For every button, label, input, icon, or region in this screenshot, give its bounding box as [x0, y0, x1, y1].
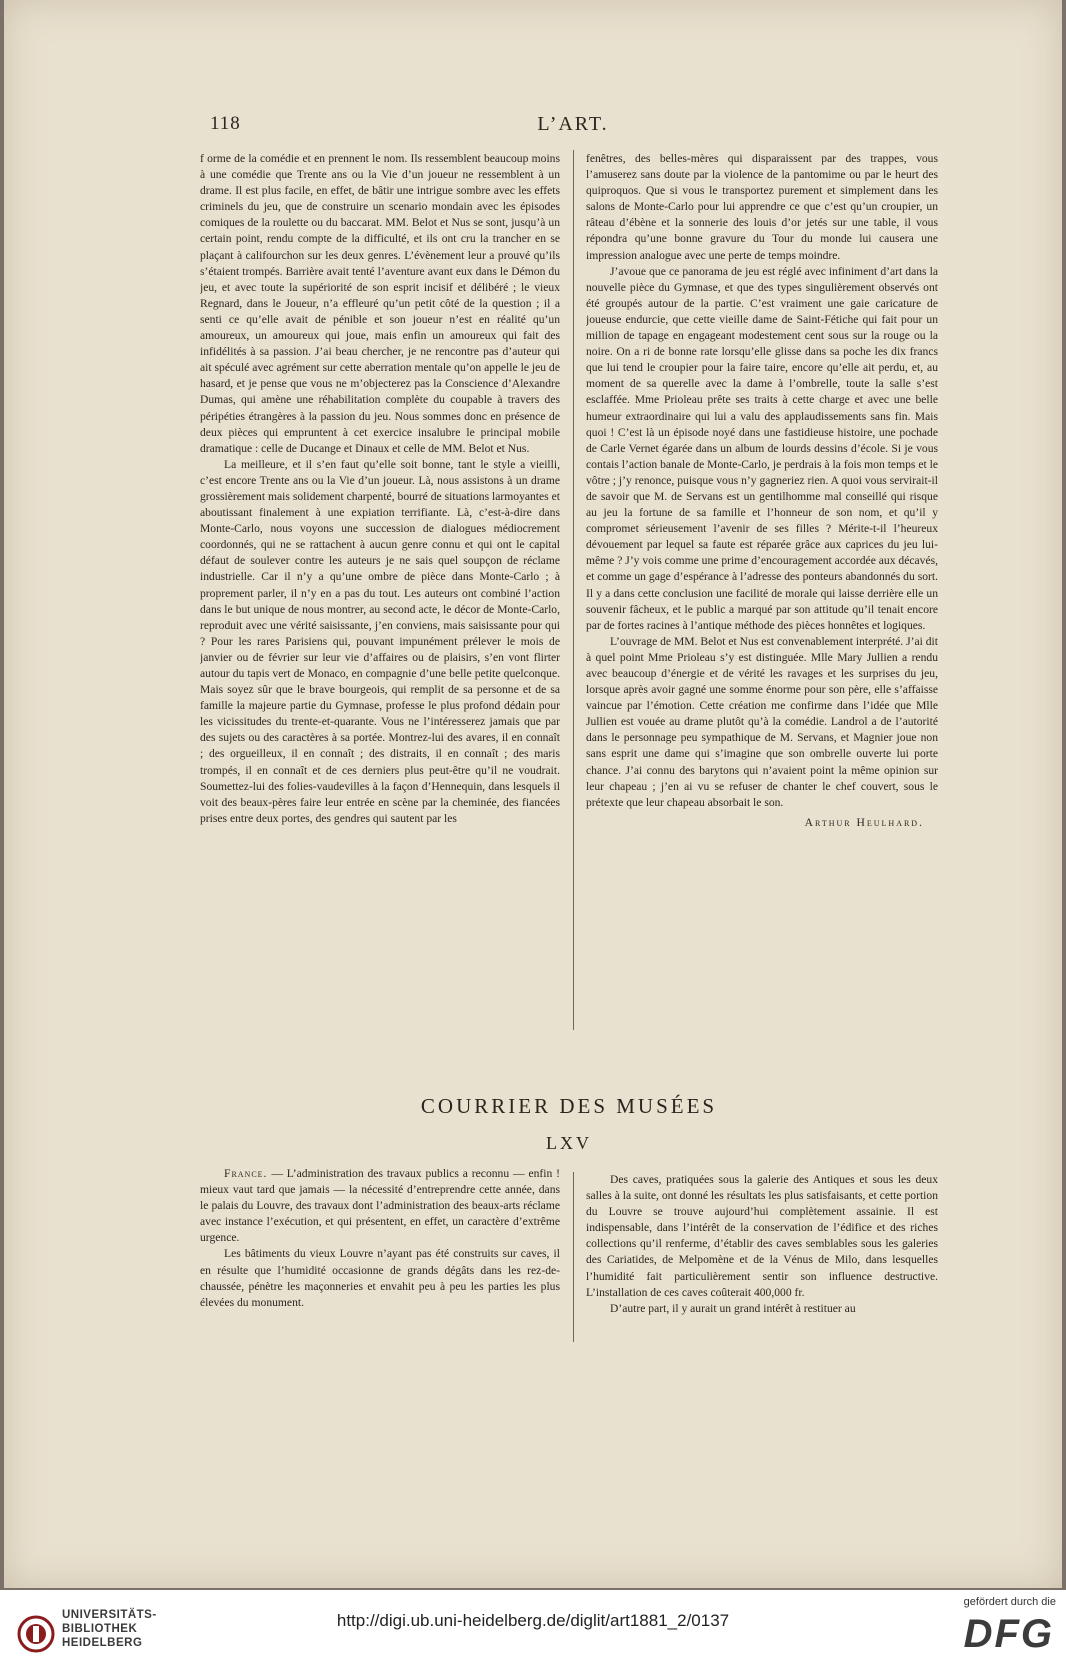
- courrier-column-right: [586, 1172, 938, 1362]
- library-line: BIBLIOTHEK: [62, 1623, 138, 1635]
- article-column-left: [200, 151, 560, 1031]
- paragraph: J’avoue que ce panorama de jeu est réglé avec infiniment d’art dans la nouvelle pièce du Gymnase, et que des types singulièrement observés ont été groupés autour de la partie. C’est vraiment une gaie caricature de joueuse endurcie, que cette vieille dame de Saint-Fétiche qui fait pour un million de tapage en engageant modestement cent sous sur la rouge ou la noire. On a ri de bonne rate lorsqu’elle glisse dans sa poche les dix francs que lui tend le croupier pour la faire taire, encore qu’elle ait perdu, et, au moment de sa querelle avec la dame à l’ombrelle, toute la salle s’est esclaffée. Mme Prioleau prête ses traits à cette charge et avec une belle humeur extraordinaire qui lui a valu des applaudissements sans fin. Mais quoi ! C’est là un épisode noyé dans une fastidieuse histoire, une pochade de Carle Vernet égarée dans un album de lourds dessins d’école. Si je vous contais l’action banale de Monte-Carlo, je perdrais à la fois mon temps et le vôtre ; j’y renonce, puisque vous n’y gagneriez rien. A quoi vous servirait-il de savoir que M. de Servans est un gentilhomme mal conseillé qui risque au jeu la fortune de sa famille et l’honneur de son nom, et qu’il y compromet sérieusement l’avenir de ses filles ? Mérite-t-il l’heureux dévouement par lequel sa faute est réparée grâce aux caprices du jeu lui-même ? J’y vois comme une prime d’encouragement accordée aux décavés, et comme un gage d’espérance à l’adresse des ponteurs abandonnés du sort. Il y a dans cette conclusion une facilité de morale qui laisse derrière elle un souvenir fâcheux, et le public a marqué par son attitude qu’il tenait encore par de fortes racines à l’antique méthode des pièces honnêtes et logiques.: [586, 264, 938, 632]
- permalink-url[interactable]: http://digi.ub.uni-heidelberg.de/diglit/art1881_2/0137: [336, 1611, 730, 1630]
- footer-bar: [0, 1590, 1066, 1667]
- page-header: [210, 113, 936, 137]
- paragraph: f orme de la comédie et en prennent le nom. Ils ressemblent beaucoup moins à une comédie que Trente ans ou la Vie d’un joueur ne ressemblent à un drame. Il est plus facile, en effet, de bâtir une intrigue sombre avec les effets criminels du jeu, que de construire un scenario mondain avec les épisodes comiques de la roulette ou du baccarat. MM. Belot et Nus se sont, jusqu’à un certain point, rendu compte de la difficulté, et ils ont cru la trancher en se plaçant à califourchon sur les deux genres. L’évènement leur a prouvé qu’ils s’étaient trompés. Barrière avait tenté l’aventure avant eux dans le Démon du jeu, et avec toute la supériorité de son esprit incisif et délibéré ; le vieux Regnard, dans le Joueur, n’a effleuré qu’un petit côté de la question ; il a senti ce qu’elle avait de pénible et son joueur n’est en réalité qu’un amoureux, un amoureux qui joue, mais enfin un amoureux qui fait des infidélités à sa passion. J’ai beau chercher, je ne rencontre pas d’auteur qui ait spéculé avec agrément sur cette aberration mentale qu’on appelle le jeu de hasard, et je pense que vous ne m’objecterez pas la Conscience d’Alexandre Dumas, qui amène une réhabilitation complète du coupable à travers des péripéties étrangères à la passion du jeu. Nous sommes donc en présence de deux pièces qui empruntent à cet exercice insalubre le principal mobile dramatique : celle de Ducange et Dinaux et celle de MM. Belot et Nus.: [200, 152, 560, 455]
- funded-by-label: gefördert durch die: [963, 1596, 1056, 1608]
- paragraph: [200, 1166, 560, 1246]
- article-column-right: [586, 151, 938, 1031]
- paragraph: fenêtres, des belles-mères qui disparaissent par des trappes, vous l’amuserez sans doute par la violence de la pantomime ou par le heurt des quiproquos. Que si vous le transportez purement et simplement dans les salons de Monte-Carlo pour lui apprendre ce que c’est qu’un croupier, un râteau d’ébène et la sonnerie des louis d’or jetés sur une table, il vous répondra qu’une bonne gravure du Tour du monde lui causera une impression analogue avec une perte de temps moindre.: [586, 152, 938, 262]
- paragraph: L’ouvrage de MM. Belot et Nus est convenablement interprété. J’ai dit à quel point Mme Prioleau s’y est distinguée. Mlle Mary Jullien a rendu avec beaucoup d’énergie et de vérité les ravages et les surprises du jeu, lorsque après avoir gagné une somme énorme pour son père, elle s’affaisse vaincue par l’émotion. Cette création me confirme dans l’idée que Mlle Jullien est vouée au drame plutôt qu’à la comédie. Landrol a de l’autorité dans le personnage peu sympathique de M. Servans, et Magnier joue non sans esprit une dame qui s’imagine que son ombrelle ouverte lui porte chance. J’ai connu des barytons qui n’avaient point la même opinion sur leur chapeau ; j’en ai vu se refuser de chanter le chef couvert, sous le prétexte que leur chapeau absorbait le son.: [586, 634, 938, 809]
- section-number: LXV: [546, 1133, 592, 1153]
- dfg-logo[interactable]: DFG: [963, 1612, 1054, 1656]
- paragraph: D’autre part, il y aurait un grand intérêt à restituer au: [610, 1301, 856, 1315]
- column-divider: [573, 1172, 574, 1342]
- lead-word: France.: [224, 1167, 268, 1180]
- column-divider: [573, 150, 574, 1030]
- paragraph: Des caves, pratiquées sous la galerie des Antiques et sous les deux salles à la suite, ont donné les résultats les plus satisfaisants, et cette portion du Louvre se trouve aujourd’hui complètement assainie. Il est indispensable, dans l’intérêt de la conservation de l’édifice et des riches collections qu’il renferme, d’établir des caves semblables sous les galeries des Cariatides, de Melpomène et de la Vénus de Milo, dans lesquelles l’humidité fait particulièrement sentir son influence destructive. L’installation de ces caves coûterait 400,000 fr.: [586, 1173, 938, 1299]
- author-signature: Arthur Heulhard.: [804, 815, 924, 829]
- paragraph-text: — L’administration des travaux publics a reconnu — enfin ! mieux vaut tard que jamais — la nécessité d’entreprendre cette année, dans le palais du Louvre, des travaux dont l’administration des beaux-arts réclame avec instance l’exécution, et qui présentent, en effet, un caractère d’extrême urgence.: [200, 1167, 560, 1245]
- courrier-column-left: [200, 1166, 560, 1356]
- library-line: UNIVERSITÄTS-: [62, 1609, 157, 1621]
- section-title: COURRIER DES MUSÉES: [420, 1094, 718, 1118]
- page-number: 118: [210, 113, 241, 134]
- paragraph: La meilleure, et il s’en faut qu’elle soit bonne, tant le style a vieilli, c’est encore Trente ans ou la Vie d’un joueur. Là, nous assistons à un drame grossièrement mais solidement charpenté, bourré de situations larmoyantes et aboutissant finalement à une expiation terrifiante. Là, c’est-à-dire dans Monte-Carlo, nous voyons une succession de dialogues médiocrement coordonnés, qui ne se rattachent à aucun genre connu et qui ont le capital défaut de soulever contre les auteurs je ne sais quel soupçon de réclame industrielle. Car il n’y a qu’une ombre de pièce dans Monte-Carlo ; à proprement parler, il n’y en a pas du tout. Les auteurs ont combiné l’action dans le but unique de nous montrer, au second acte, le décor de Monte-Carlo, reproduit avec une vérité saisissante, j’en conviens, mais saisissante pour qui ? Pour les rares Parisiens qui, pouvant impunément prélever le mois de janvier ou de février sur leur vie d’affaires ou de plaisirs, s’en vont flirter autour du tapis vert de Monaco, en compagnie d’une belle petite quelconque. Mais soyez sûr que le brave bourgeois, qui remplit de sa personne et de sa famille la majeure partie du Gymnase, professe le plus profond dédain pour les vicissitudes du trente-et-quarante. Vous ne l’intéresserez jamais que par des sujets ou des caractères à sa portée. Montrez-lui des avares, il en connaît ; des orgueilleux, il en connaît ; des distraits, il en connaît ; des maris trompés, il en connaît et de ces derniers plus peut-être qu’il ne voudrait. Soumettez-lui des folies-vaudevilles à la façon d’Hennequin, dans lesquels il voit des beaux-pères faire leur entrée en scène par la cheminée, des fiancées prises entre deux portes, des gendres qui sautent par les: [200, 457, 560, 825]
- library-line: HEIDELBERG: [62, 1637, 143, 1649]
- paragraph: Les bâtiments du vieux Louvre n’ayant pas été construits sur caves, il en résulte que l’humidité occasionne de grands dégâts dans les rez-de-chaussée, pénètre les maçonneries et envahit peu à peu les parties les plus élevées du monument.: [200, 1247, 560, 1309]
- running-title: L’ART.: [537, 113, 609, 135]
